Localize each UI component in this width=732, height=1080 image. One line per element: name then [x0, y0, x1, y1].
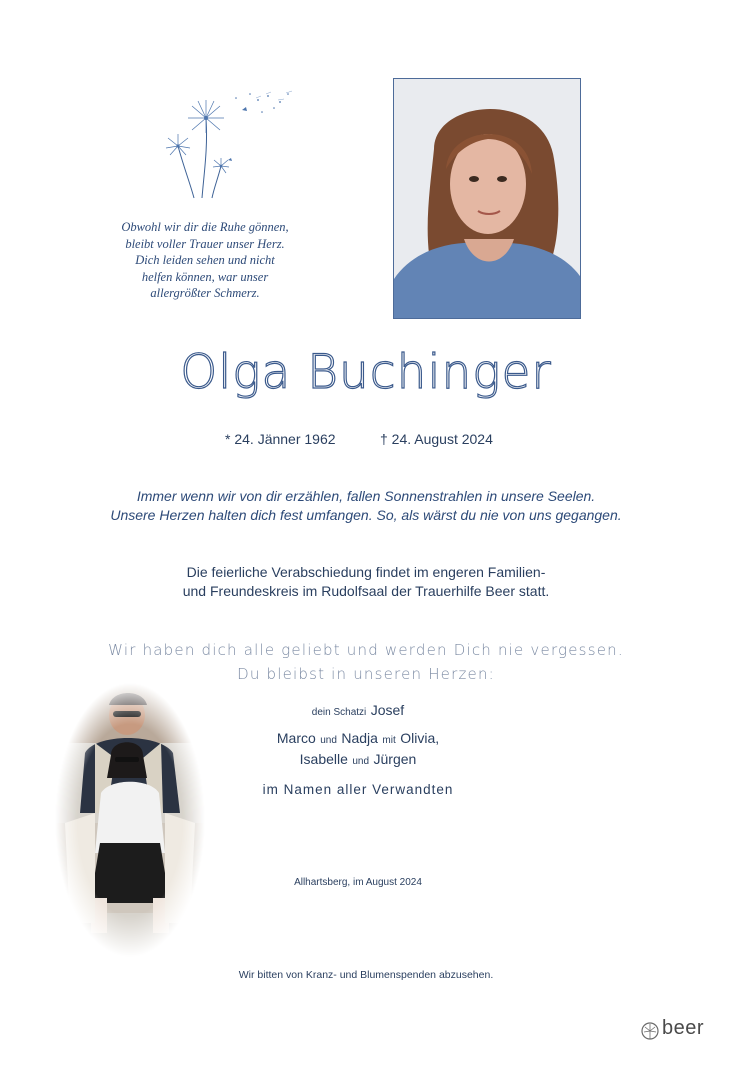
farewell-line: Wir haben dich alle geliebt und werden Dich nie vergessen.	[108, 641, 624, 659]
quote-line: Unsere Herzen halten dich fest umfangen. So, als wärst du nie von uns gegangen.	[110, 507, 622, 523]
name-josef: Josef	[370, 702, 405, 718]
name-olivia: Olivia,	[400, 730, 440, 746]
poem-line: allergrößter Schmerz.	[150, 286, 260, 300]
poem	[95, 219, 315, 302]
farewell-line: Du bleibst in unseren Herzen:	[237, 665, 495, 683]
birth-date: * 24. Jänner 1962	[225, 431, 336, 447]
ceremony-line: Die feierliche Verabschiedung findet im engeren Familien-	[186, 564, 546, 580]
quote-line: Immer wenn wir von dir erzählen, fallen Sonnenstrahlen in unsere Seelen.	[136, 488, 596, 504]
farewell-text	[0, 638, 732, 686]
place-date: Allhartsberg, im August 2024	[294, 877, 422, 888]
poem-line: Obwohl wir dir die Ruhe gönnen,	[121, 220, 289, 234]
beer-logo-text: beer	[662, 1017, 705, 1039]
text-und: und	[352, 756, 370, 767]
portrait-photo	[393, 78, 581, 319]
poem-line: bleibt voller Trauer unser Herz.	[125, 236, 285, 251]
family-line-children	[228, 729, 488, 771]
name-nadja: Nadja	[341, 730, 378, 746]
relatives-line: im Namen aller Verwandten	[262, 782, 454, 797]
ceremony-line: und Freundeskreis im Rudolfsaal der Trauerhilfe Beer statt.	[182, 583, 550, 599]
poem-line: Dich leiden sehen und nicht	[135, 253, 275, 267]
text-dein-schatzi: dein Schatzi	[311, 707, 367, 718]
death-date: † 24. August 2024	[380, 431, 493, 447]
couple-photo	[55, 683, 205, 958]
portrait-image	[394, 79, 581, 319]
deceased-name-text: Olga Buchinger	[180, 345, 552, 400]
flower-note: Wir bitten von Kranz- und Blumenspenden abzusehen.	[238, 969, 494, 981]
ceremony-notice	[0, 563, 732, 601]
text-mit: mit	[382, 735, 396, 746]
name-isabelle: Isabelle	[299, 751, 348, 767]
name-juergen: Jürgen	[373, 751, 417, 767]
family-line-partner	[228, 702, 488, 720]
dandelion-icon	[158, 88, 298, 203]
name-marco: Marco	[276, 730, 316, 746]
beer-logo-icon	[640, 1018, 660, 1046]
memorial-quote	[0, 487, 732, 525]
poem-line: helfen können, war unser	[141, 269, 269, 284]
deceased-name	[0, 345, 732, 400]
text-und: und	[320, 735, 337, 746]
